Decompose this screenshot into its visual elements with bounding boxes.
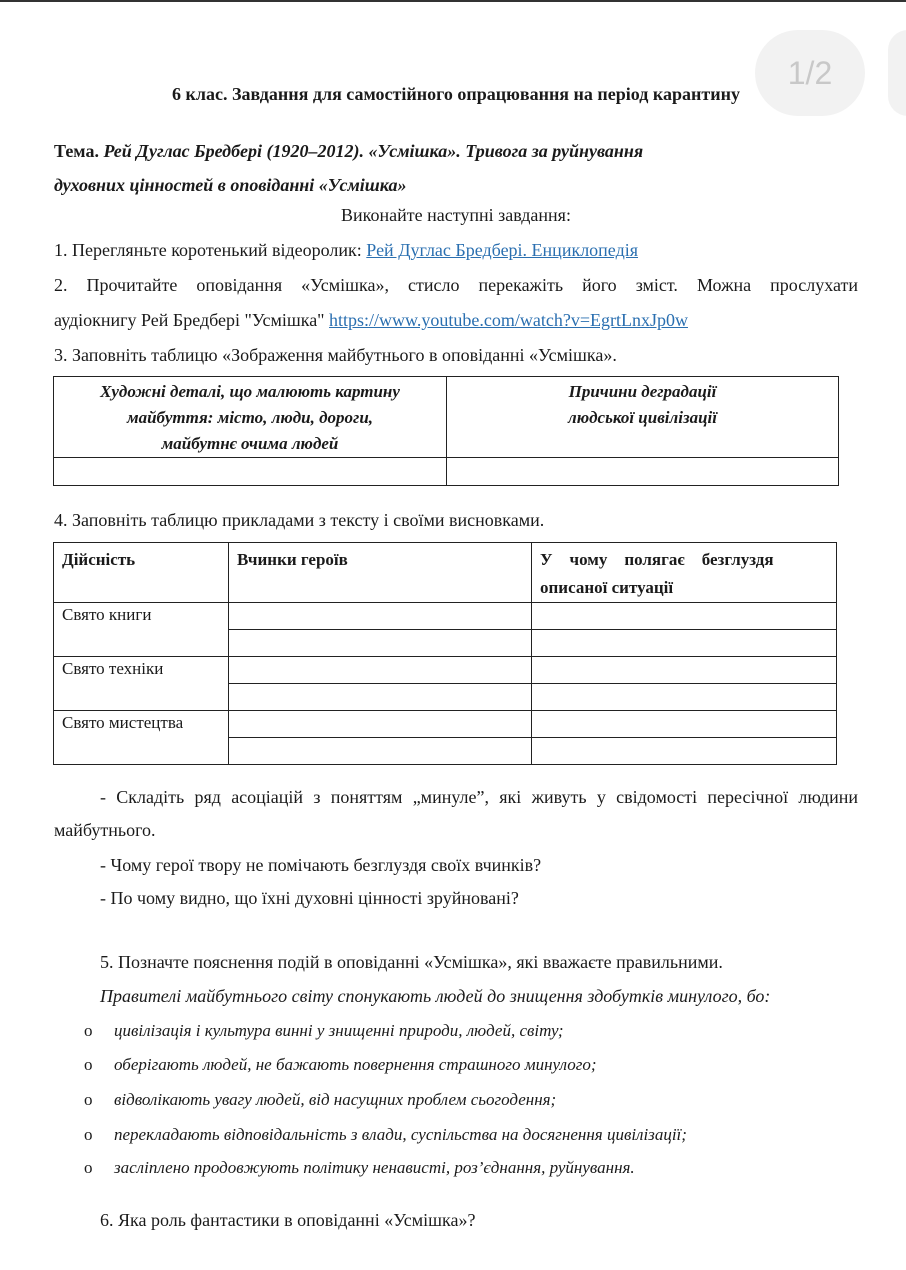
option-text: оберігають людей, не бажають повернення страшного минулого; [114,1055,597,1074]
table2-row-label: Свято техніки [54,657,229,711]
theme-block [54,134,814,202]
table2-row-label: Свято мистецтва [54,711,229,765]
table1-header-details-l3: майбутнє очима людей [161,434,339,453]
future-image-table [53,376,839,486]
table1-header-reasons [447,377,839,458]
task-1 [54,240,638,261]
theme-line-2: духовних цінностей в оповіданні «Усмішка» [54,175,407,195]
table2-cell[interactable] [229,657,532,684]
bullet-icon: o [84,1055,93,1074]
table1-cell-details[interactable] [54,458,447,486]
document-title: 6 клас. Завдання для самостійного опрацювання на період карантину [172,84,740,104]
theme-line-1: Рей Дуглас Бредбері (1920–2012). «Усмішка». Тривога за руйнування [103,141,644,161]
question-3: - По чому видно, що їхні духовні цінності зруйновані? [100,888,519,908]
question-2: - Чому герої твору не помічають безглуздя своїх вчинків? [100,855,542,875]
option-text: цивілізація і культура винні у знищенні природи, людей, світу; [114,1021,564,1040]
option-text: засліплено продовжують політику ненависті, роз’єднання, руйнування. [114,1158,635,1177]
task-2-line-1: 2. Прочитайте оповідання «Усмішка», стисло перекажіть його зміст. Можна прослухати [54,275,858,295]
theme-lead: Тема. [54,141,99,161]
table1-header-details-l1: Художні деталі, що малюють картину [100,382,400,401]
table1-header-reasons-l2: людської цивілізації [567,408,718,427]
option-2[interactable] [84,1055,597,1075]
task-5-intro: Правителі майбутнього світу спонукають людей до знищення здобутків минулого, бо: [100,986,771,1006]
option-text: перекладають відповідальність з влади, суспільства на досягнення цивілізації; [114,1125,687,1144]
table2-cell[interactable] [229,630,532,657]
table1-header-details [54,377,447,458]
instructions-heading: Виконайте наступні завдання: [341,205,571,225]
page-indicator: 1/2 [755,30,865,116]
reality-table [53,542,837,765]
table1-cell-reasons[interactable] [447,458,839,486]
table2-row-label: Свято книги [54,603,229,657]
option-3[interactable] [84,1090,556,1110]
table2-header-reality: Дійсність [54,543,229,603]
question-1-line-2: майбутнього. [54,820,156,840]
task-6: 6. Яка роль фантастики в оповіданні «Усмішка»? [100,1210,476,1230]
task-2-text: аудіокнигу Рей Бредбері "Усмішка" [54,310,330,330]
top-border-line [0,0,906,2]
audiobook-link[interactable]: https://www.youtube.com/watch?v=EgrtLnxJp0w [329,310,688,330]
table2-cell[interactable] [229,603,532,630]
table2-cell[interactable] [229,684,532,711]
table2-cell[interactable] [532,711,837,738]
table2-header-absurdity [532,543,837,603]
bullet-icon: o [84,1021,93,1040]
option-text: відволікають увагу людей, від насущних проблем сьогодення; [114,1090,557,1109]
table2-cell[interactable] [229,738,532,765]
task-4: 4. Заповніть таблицю прикладами з тексту і своїми висновками. [54,510,545,530]
table2-cell[interactable] [532,657,837,684]
table2-cell[interactable] [532,738,837,765]
bullet-icon: o [84,1125,93,1144]
bullet-icon: o [84,1158,93,1177]
task-1-text: 1. Перегляньте коротенький відеоролик: [54,240,367,260]
task-2-line-2 [54,310,688,331]
table1-header-details-l2: майбуття: місто, люди, дороги, [126,408,374,427]
encyclopedia-link[interactable]: Рей Дуглас Бредбері. Енциклопедія [366,240,639,260]
task-5: 5. Позначте пояснення подій в оповіданні «Усмішка», які вважаєте правильними. [100,952,723,972]
table2-header-absurdity-l2: описаної ситуації [540,578,674,597]
table1-header-reasons-l1: Причини деградації [568,382,717,401]
bullet-icon: o [84,1090,93,1109]
question-1-line-1: - Складіть ряд асоціацій з поняттям „минуле”, які живуть у свідомості пересічної людини [100,787,858,807]
table2-cell[interactable] [532,603,837,630]
table2-header-absurdity-l1: У чому полягає безглуздя [540,550,774,569]
option-4[interactable] [84,1125,687,1145]
table2-cell[interactable] [229,711,532,738]
task-3: 3. Заповніть таблицю «Зображення майбутнього в оповіданні «Усмішка». [54,345,617,365]
table2-cell[interactable] [532,630,837,657]
option-5[interactable] [84,1158,635,1178]
option-1[interactable] [84,1021,564,1041]
table2-cell[interactable] [532,684,837,711]
table2-header-actions: Вчинки героїв [229,543,532,603]
